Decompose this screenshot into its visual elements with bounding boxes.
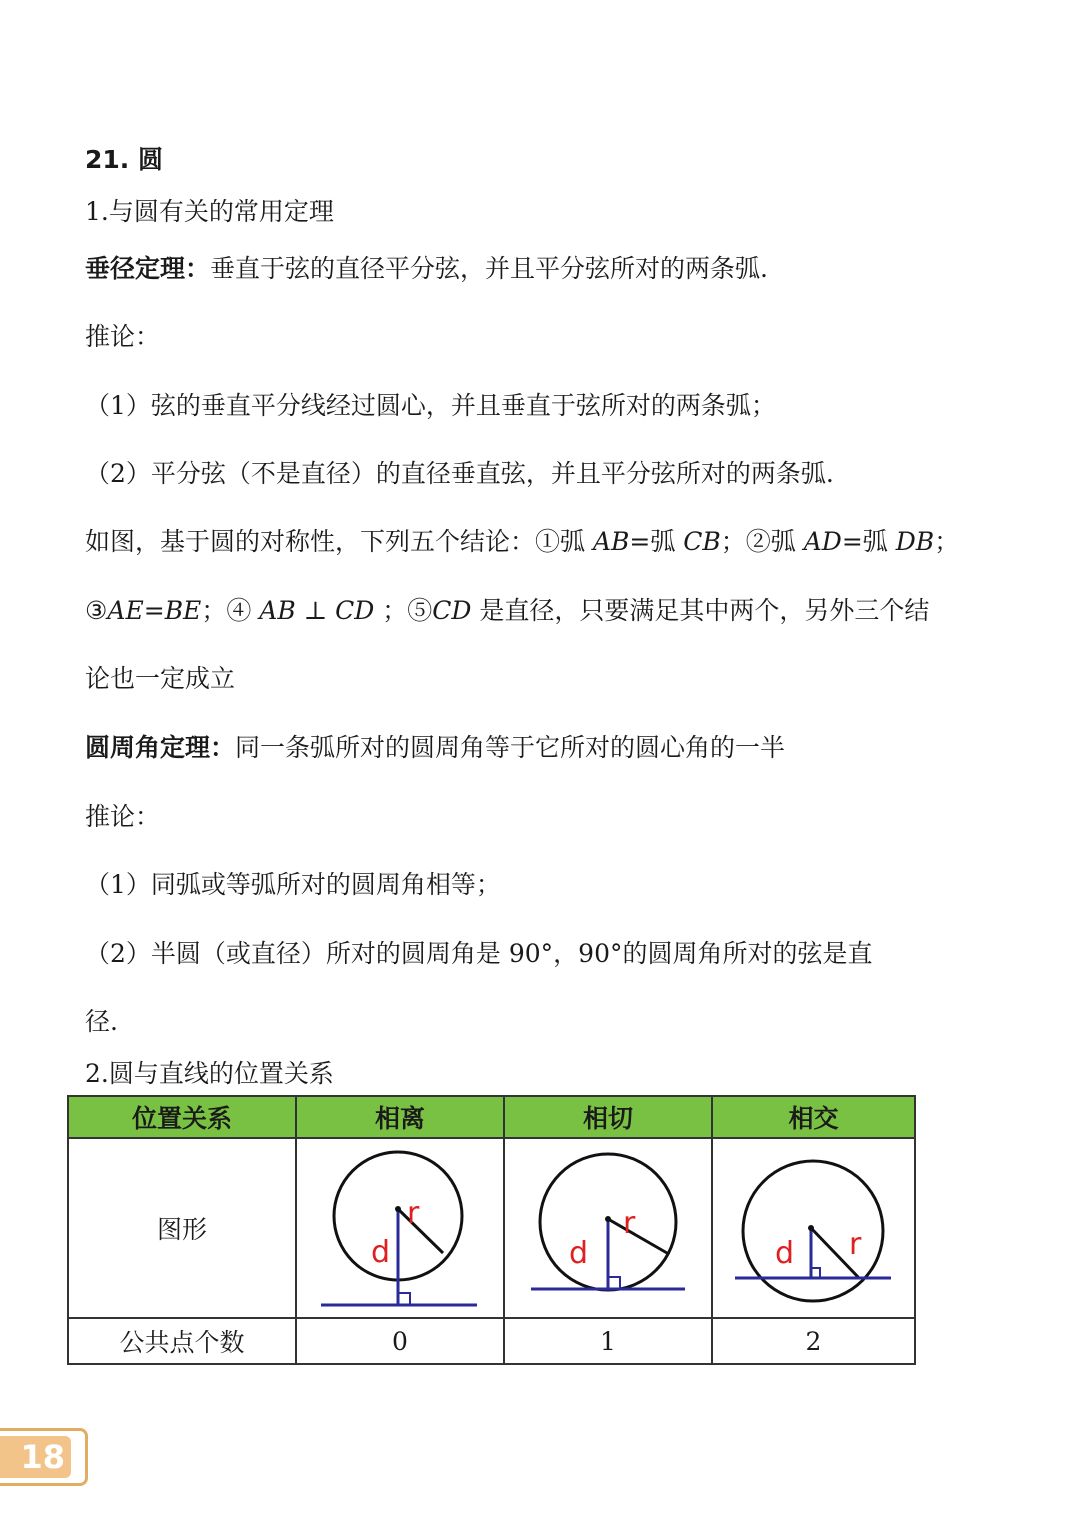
theorem-label: 垂径定理： (85, 254, 211, 283)
math-var: CD (432, 596, 472, 625)
theorem-inscribed-angle (85, 731, 785, 765)
count-cell: 2 (712, 1318, 915, 1364)
table-header: 相离 (296, 1096, 504, 1138)
figure-separate-diagram (297, 1139, 503, 1311)
radius-segment (608, 1219, 667, 1253)
label-d: d (569, 1236, 589, 1271)
corollary-label: 推论： (85, 322, 161, 351)
label-r: r (849, 1227, 862, 1262)
math-var: AD (803, 527, 842, 556)
text-run: ；⑤ (374, 596, 433, 625)
text-run: 如图，基于圆的对称性，下列五个结论：①弧 (85, 527, 593, 556)
math-var: DB (895, 527, 935, 556)
symmetry-line-1 (85, 525, 959, 559)
table-header-row (68, 1096, 915, 1138)
text-run: ；②弧 (720, 527, 804, 556)
symmetry-line-2 (85, 594, 929, 628)
center-point (808, 1225, 814, 1231)
corollary-item: （1）弦的垂直平分线经过圆心，并且垂直于弦所对的两条弧； (85, 391, 776, 420)
text-run: ③ (85, 596, 108, 625)
section-title: 21. 圆 (85, 145, 163, 174)
position-relation-table (67, 1095, 916, 1365)
figure-tangent-diagram (505, 1139, 711, 1311)
row-label: 公共点个数 (68, 1318, 296, 1364)
math-var: AE (107, 596, 144, 625)
text-run: 是直径，只要满足其中两个，另外三个结 (471, 596, 930, 625)
subheading-position: 2.圆与直线的位置关系 (85, 1059, 334, 1088)
symmetry-line-3: 论也一定成立 (85, 664, 236, 693)
table-header: 位置关系 (68, 1096, 296, 1138)
table-header: 相切 (504, 1096, 712, 1138)
text-run: ；④ (201, 596, 260, 625)
theorem-perpendicular-diameter (85, 252, 768, 286)
table-row (68, 1138, 915, 1318)
table-row (68, 1318, 915, 1364)
radius-segment (398, 1209, 443, 1253)
center-point (605, 1216, 611, 1222)
perp-symbol: ⊥ (295, 596, 336, 625)
math-var: CB (683, 527, 721, 556)
math-var: CD (335, 596, 375, 625)
corollary-item: （1）同弧或等弧所对的圆周角相等； (85, 870, 501, 899)
corollary-item: （2）半圆（或直径）所对的圆周角是 90°，90°的圆周角所对的弦是直 (85, 939, 873, 968)
text-run: = (143, 596, 165, 625)
center-point (395, 1206, 401, 1212)
page-number: 18 (0, 1436, 71, 1478)
theorem-text: 同一条弧所对的圆周角等于它所对的圆心角的一半 (235, 733, 786, 762)
label-d: d (775, 1236, 795, 1271)
text-run: ； (934, 527, 960, 556)
figure-tangent (504, 1138, 712, 1318)
figure-intersect-diagram (713, 1139, 914, 1311)
math-var: BE (164, 596, 202, 625)
label-d: d (371, 1235, 391, 1270)
corollary-label: 推论： (85, 802, 161, 831)
corollary-item: （2）平分弦（不是直径）的直径垂直弦，并且平分弦所对的两条弧. (85, 459, 834, 488)
table-header: 相交 (712, 1096, 915, 1138)
subheading-theorems: 1.与圆有关的常用定理 (85, 197, 334, 226)
math-var: AB (259, 596, 296, 625)
right-angle-mark (398, 1293, 410, 1305)
right-angle-mark (608, 1277, 620, 1289)
row-label: 图形 (68, 1138, 296, 1318)
figure-intersect (712, 1138, 915, 1318)
theorem-label: 圆周角定理： (85, 733, 236, 762)
page-number-badge (0, 1428, 88, 1486)
figure-separate (296, 1138, 504, 1318)
math-var: AB (592, 527, 630, 556)
label-r: r (623, 1206, 636, 1241)
count-cell: 1 (504, 1318, 712, 1364)
corollary-item: 径. (85, 1007, 118, 1036)
theorem-text: 垂直于弦的直径平分弦，并且平分弦所对的两条弧. (210, 254, 768, 283)
label-r: r (407, 1196, 420, 1231)
text-run: =弧 (841, 527, 896, 556)
text-run: =弧 (629, 527, 684, 556)
count-cell: 0 (296, 1318, 504, 1364)
